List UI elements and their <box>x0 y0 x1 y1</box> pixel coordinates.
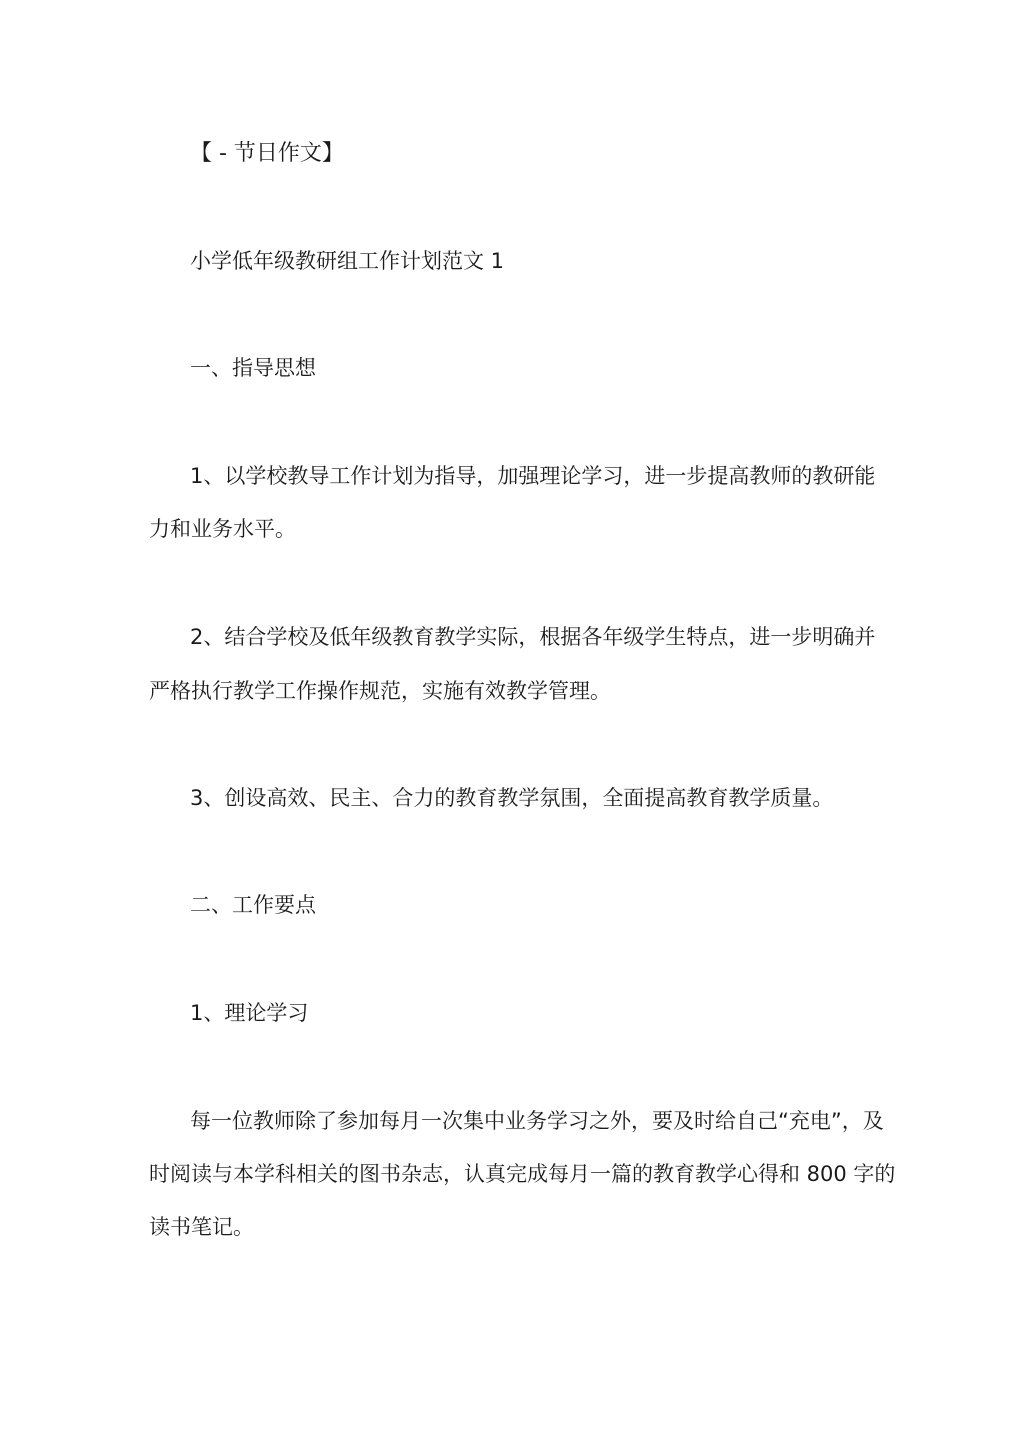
paragraph-line3: 读书笔记。 <box>149 1215 254 1239</box>
item2-line2: 严格执行教学工作操作规范，实施有效教学管理。 <box>149 679 611 703</box>
subheading-theory-study: 1、理论学习 <box>190 1001 309 1025</box>
category-tag: 【 - 节日作文】 <box>190 141 344 166</box>
item1-line1: 1、以学校教导工作计划为指导，加强理论学习，进一步提高教师的教研能 <box>190 464 876 488</box>
item1-line2: 力和业务水平。 <box>149 517 296 541</box>
section-heading-guiding-thought: 一、指导思想 <box>190 356 316 380</box>
document-title: 小学低年级教研组工作计划范文 1 <box>190 249 505 273</box>
item3: 3、创设高效、民主、合力的教育教学氛围，全面提高教育教学质量。 <box>190 786 834 810</box>
paragraph-line1: 每一位教师除了参加每月一次集中业务学习之外，要及时给自己“充电”，及 <box>190 1109 884 1133</box>
item2-line1: 2、结合学校及低年级教育教学实际，根据各年级学生特点，进一步明确并 <box>190 625 876 649</box>
section-heading-work-points: 二、工作要点 <box>190 893 316 917</box>
paragraph-line2: 时阅读与本学科相关的图书杂志，认真完成每月一篇的教育教学心得和 800 字的 <box>149 1162 896 1186</box>
